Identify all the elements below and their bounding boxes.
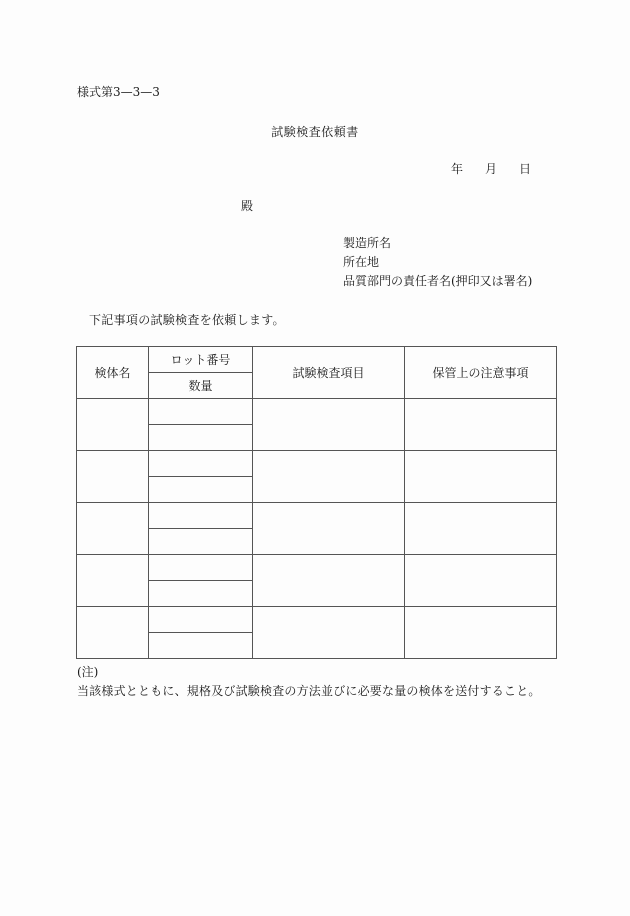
storage-notes-cell[interactable]	[405, 399, 557, 451]
quantity-cell[interactable]	[149, 425, 253, 451]
applicant-block	[343, 234, 532, 291]
quantity-cell[interactable]	[149, 633, 253, 659]
test-items-cell[interactable]	[253, 555, 405, 607]
day-label: 日	[519, 162, 532, 176]
quantity-cell[interactable]	[149, 581, 253, 607]
manufacturer-name-label: 製造所名	[343, 236, 392, 250]
sample-name-cell[interactable]	[77, 555, 149, 607]
address-label: 所在地	[343, 255, 380, 269]
form-number: 様式第3—3—3	[77, 85, 160, 99]
table-row	[77, 503, 557, 529]
lot-number-cell[interactable]	[149, 555, 253, 581]
document-title: 試験検査依頼書	[271, 125, 359, 139]
header-test-items: 試験検査項目	[253, 347, 405, 399]
request-table	[76, 346, 557, 659]
storage-notes-cell[interactable]	[405, 555, 557, 607]
lot-number-cell[interactable]	[149, 503, 253, 529]
header-lot-number: ロット番号	[149, 347, 253, 373]
storage-notes-cell[interactable]	[405, 607, 557, 659]
header-row	[77, 347, 557, 373]
header-storage-notes: 保管上の注意事項	[405, 347, 557, 399]
intro-text: 下記事項の試験検査を依頼します。	[89, 313, 285, 327]
year-label: 年	[451, 162, 464, 176]
header-sample-name: 検体名	[77, 347, 149, 399]
lot-number-cell[interactable]	[149, 607, 253, 633]
test-items-cell[interactable]	[253, 607, 405, 659]
responsible-person-label: 品質部門の責任者名(押印又は署名)	[343, 274, 533, 288]
month-label: 月	[485, 162, 498, 176]
test-items-cell[interactable]	[253, 399, 405, 451]
note-label: (注)	[77, 665, 99, 679]
sample-name-cell[interactable]	[77, 399, 149, 451]
quantity-cell[interactable]	[149, 477, 253, 503]
table-row	[77, 399, 557, 425]
addressee-honorific: 殿	[241, 199, 254, 213]
table-row	[77, 607, 557, 633]
date-line	[451, 160, 531, 177]
storage-notes-cell[interactable]	[405, 451, 557, 503]
sample-name-cell[interactable]	[77, 503, 149, 555]
table-row	[77, 451, 557, 477]
table-row	[77, 555, 557, 581]
test-items-cell[interactable]	[253, 451, 405, 503]
sample-name-cell[interactable]	[77, 607, 149, 659]
lot-number-cell[interactable]	[149, 399, 253, 425]
quantity-cell[interactable]	[149, 529, 253, 555]
storage-notes-cell[interactable]	[405, 503, 557, 555]
test-items-cell[interactable]	[253, 503, 405, 555]
note-text: 当該様式とともに、規格及び試験検査の方法並びに必要な量の検体を送付すること。	[77, 684, 541, 698]
header-quantity: 数量	[149, 373, 253, 399]
sample-name-cell[interactable]	[77, 451, 149, 503]
lot-number-cell[interactable]	[149, 451, 253, 477]
